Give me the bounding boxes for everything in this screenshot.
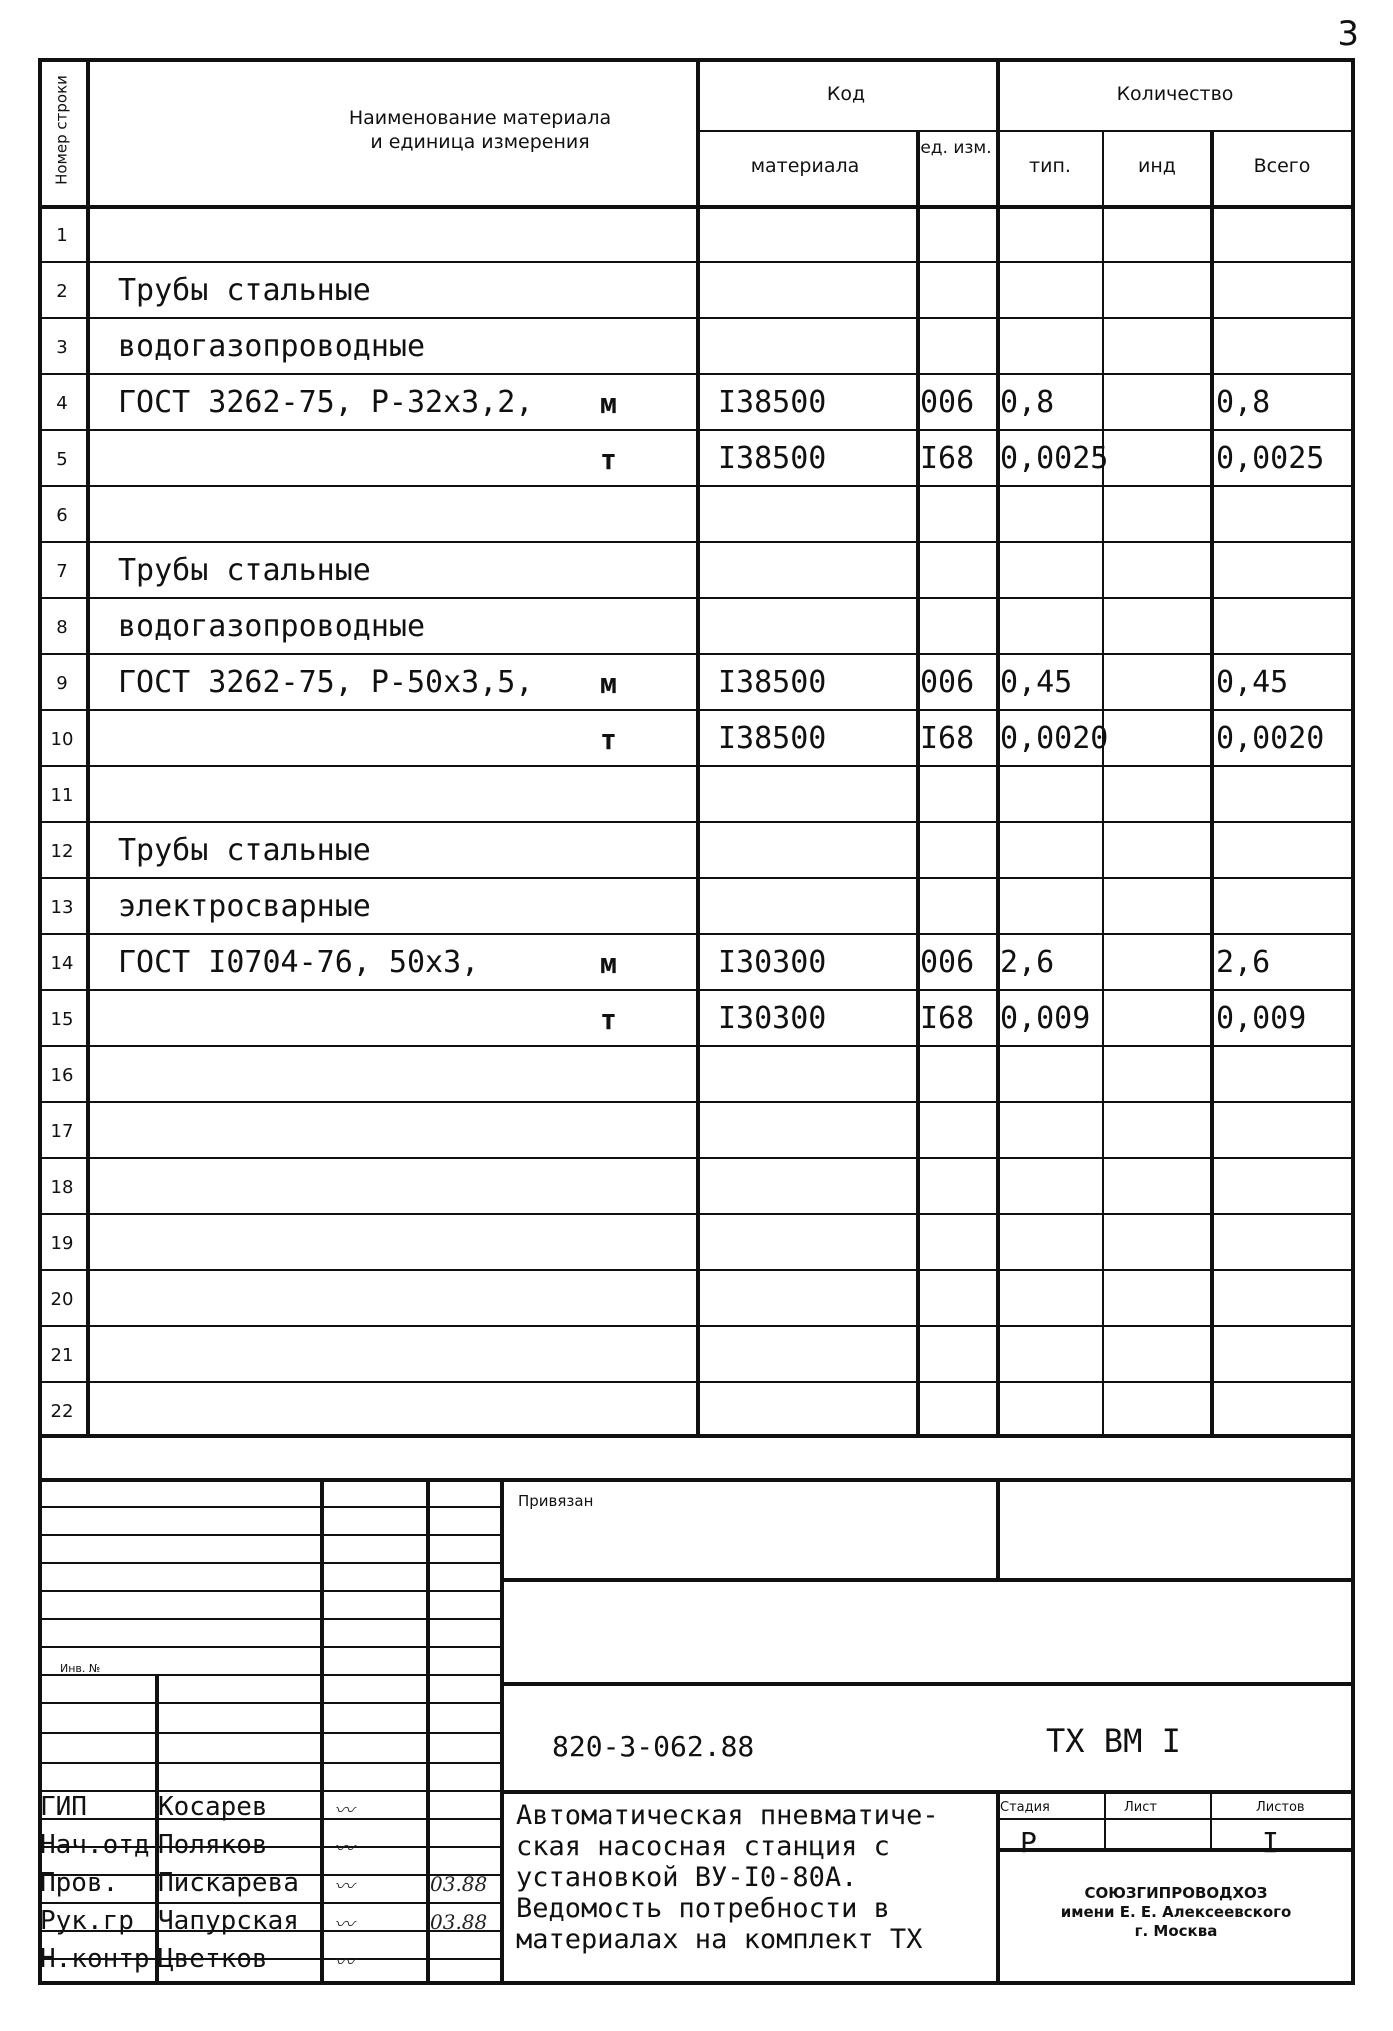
unit-name: т	[600, 723, 617, 756]
stamp-line	[426, 1478, 430, 1985]
col-line	[916, 130, 920, 1438]
row-line	[38, 1325, 1355, 1327]
row-line	[38, 1213, 1355, 1215]
signer-role: ГИП	[40, 1792, 87, 1822]
row-number: 15	[50, 1009, 74, 1030]
unit-code: 006	[920, 385, 975, 420]
quantity-typ: 0,45	[1000, 665, 1073, 700]
material-name: ГОСТ 3262-75, Р-50х3,5,	[118, 665, 534, 700]
stamp-line	[996, 1848, 1355, 1852]
signer-role: Н.контр	[40, 1944, 150, 1974]
material-name: ГОСТ 3262-75, Р-32х3,2,	[118, 385, 534, 420]
row-line	[38, 821, 1355, 823]
quantity-typ: 2,6	[1000, 945, 1055, 980]
row-number: 19	[50, 1233, 74, 1254]
row-number: 12	[50, 841, 74, 862]
row-number: 5	[56, 449, 68, 470]
row-line	[38, 1381, 1355, 1383]
row-number: 14	[50, 953, 74, 974]
row-line	[38, 765, 1355, 767]
material-code-header: материала	[750, 155, 860, 177]
quantity-typ: 0,0025	[1000, 441, 1109, 476]
col-line	[696, 58, 700, 1438]
stamp-line	[38, 1762, 500, 1764]
quantity-total: 2,6	[1216, 945, 1271, 980]
material-code: I30300	[718, 1001, 827, 1036]
signer-name: Чапурская	[158, 1906, 299, 1936]
unit-code: 006	[920, 665, 975, 700]
stamp-line	[38, 1902, 500, 1904]
row-number: 1	[56, 225, 68, 246]
page-number: 3	[1337, 14, 1359, 54]
row-number: 4	[56, 393, 68, 414]
row-line	[38, 429, 1355, 431]
quantity-column-header: Количество	[1116, 83, 1234, 105]
signature-date: 03.88	[430, 1872, 488, 1896]
signer-role: Пров.	[40, 1868, 119, 1898]
organization-name: СОЮЗГИПРОВОДХОЗ имени Е. Е. Алексеевского г. Москва	[1060, 1884, 1292, 1940]
row-number: 9	[56, 673, 68, 694]
row-line	[38, 653, 1355, 655]
quantity-total: 0,8	[1216, 385, 1271, 420]
row-number: 2	[56, 281, 68, 302]
ind-header: инд	[1138, 155, 1176, 177]
unit-name: т	[600, 443, 617, 476]
quantity-total: 0,0025	[1216, 441, 1325, 476]
stamp-line	[320, 1478, 324, 1985]
row-line	[38, 1269, 1355, 1271]
material-name: Трубы стальные	[118, 553, 371, 588]
signer-name: Пискарева	[158, 1868, 299, 1898]
unit-name: м	[600, 947, 617, 980]
handwritten-signature: 〰	[334, 1950, 354, 1974]
row-number: 20	[50, 1289, 74, 1310]
stage-value: Р	[1020, 1826, 1037, 1859]
row-number-header: Номер строки	[52, 75, 71, 185]
row-line	[38, 877, 1355, 879]
material-name: Трубы стальные	[118, 273, 371, 308]
quantity-total: 0,45	[1216, 665, 1289, 700]
stamp-line	[38, 1702, 500, 1704]
row-number: 3	[56, 337, 68, 358]
document-code: 820-3-062.88	[552, 1730, 755, 1763]
signer-name: Косарев	[158, 1792, 268, 1822]
set-code: ТХ ВМ I	[1046, 1722, 1181, 1760]
material-name: Трубы стальные	[118, 833, 371, 868]
typ-header: тип.	[1029, 155, 1071, 177]
total-header: Всего	[1253, 155, 1311, 177]
material-name: водогазопроводные	[118, 609, 426, 644]
material-code: I38500	[718, 665, 827, 700]
quantity-typ: 0,009	[1000, 1001, 1091, 1036]
row-number: 10	[50, 729, 74, 750]
row-number: 17	[50, 1121, 74, 1142]
header-mid-line	[696, 130, 1355, 132]
stamp-line	[500, 1790, 1355, 1794]
stamp-line	[38, 1506, 500, 1508]
stamp-line	[38, 1818, 500, 1820]
col-line	[86, 58, 90, 1438]
stamp-line	[38, 1562, 500, 1564]
quantity-typ: 0,8	[1000, 385, 1055, 420]
stamp-line	[500, 1478, 504, 1985]
material-code: I30300	[718, 945, 827, 980]
quantity-total: 0,0020	[1216, 721, 1325, 756]
material-name: электросварные	[118, 889, 371, 924]
stamp-line	[38, 1732, 500, 1734]
quantity-typ: 0,0020	[1000, 721, 1109, 756]
row-line	[38, 261, 1355, 263]
row-line	[38, 1101, 1355, 1103]
stamp-line	[996, 1478, 1000, 1578]
signature-date: 03.88	[430, 1910, 488, 1934]
unit-code: I68	[920, 441, 975, 476]
stamp-line	[500, 1682, 1355, 1686]
row-number: 18	[50, 1177, 74, 1198]
row-line	[38, 373, 1355, 375]
row-number: 7	[56, 561, 68, 582]
row-line	[38, 541, 1355, 543]
handwritten-signature: 〰	[334, 1836, 354, 1860]
name-column-header: Наименование материала и единица измерения	[348, 107, 612, 153]
document-title: Автоматическая пневматиче- ская насосная станция с установкой ВУ-I0-80А. Ведомость потребности в материалах на комплект ТХ	[516, 1800, 939, 1955]
sheets-label: Листов	[1256, 1800, 1305, 1815]
stamp-line	[500, 1578, 1355, 1582]
unit-code: I68	[920, 1001, 975, 1036]
col-line	[1210, 130, 1214, 1438]
row-number: 8	[56, 617, 68, 638]
handwritten-signature: 〰	[334, 1798, 354, 1822]
row-line	[38, 1157, 1355, 1159]
sheet-label: Лист	[1124, 1800, 1157, 1815]
stamp-line	[38, 1590, 500, 1592]
material-name: ГОСТ I0704-76, 50х3,	[118, 945, 480, 980]
row-line	[38, 709, 1355, 711]
row-line	[38, 933, 1355, 935]
signer-name: Поляков	[158, 1830, 268, 1860]
row-number: 21	[50, 1345, 74, 1366]
row-line	[38, 317, 1355, 319]
row-number: 16	[50, 1065, 74, 1086]
code-column-header: Код	[826, 83, 866, 105]
handwritten-signature: 〰	[334, 1912, 354, 1936]
unit-code: I68	[920, 721, 975, 756]
stage-label: Стадия	[1000, 1800, 1050, 1815]
material-code: I38500	[718, 441, 827, 476]
unit-name: м	[600, 387, 617, 420]
row-number: 11	[50, 785, 74, 806]
unit-name: т	[600, 1003, 617, 1036]
quantity-total: 0,009	[1216, 1001, 1307, 1036]
stamp-line	[38, 1674, 500, 1676]
signer-role: Рук.гр	[40, 1906, 134, 1936]
stamp-line	[38, 1790, 500, 1792]
privyazan-label: Привязан	[518, 1492, 594, 1510]
stamp-line	[996, 1818, 1355, 1820]
row-line	[38, 597, 1355, 599]
row-number: 13	[50, 897, 74, 918]
row-line	[38, 485, 1355, 487]
unit-code: 006	[920, 945, 975, 980]
handwritten-signature: 〰	[334, 1874, 354, 1898]
unit-code-header: ед. изм.	[920, 138, 992, 158]
material-code: I38500	[718, 721, 827, 756]
stamp-line	[38, 1478, 1355, 1482]
material-code: I38500	[718, 385, 827, 420]
stamp-line	[38, 1646, 500, 1648]
stamp-line	[38, 1618, 500, 1620]
row-line	[38, 989, 1355, 991]
row-number: 22	[50, 1401, 74, 1422]
inv-no-label: Инв. №	[60, 1662, 101, 1675]
sheets-value: I	[1262, 1826, 1279, 1859]
material-name: водогазопроводные	[118, 329, 426, 364]
signer-role: Нач.отд	[40, 1830, 150, 1860]
stamp-line	[38, 1534, 500, 1536]
unit-name: м	[600, 667, 617, 700]
signer-name: Цветков	[158, 1944, 268, 1974]
col-line	[1102, 130, 1104, 1438]
row-number: 6	[56, 505, 68, 526]
row-line	[38, 1045, 1355, 1047]
